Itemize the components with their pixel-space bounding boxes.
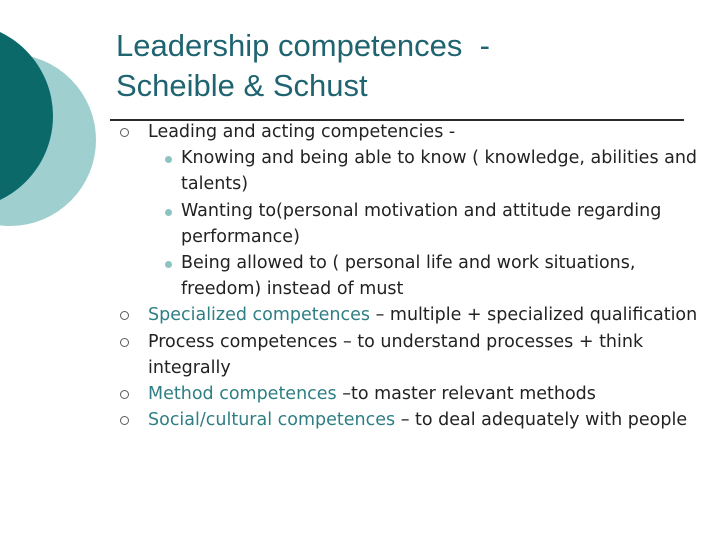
bullet-leading-acting [120,119,700,145]
hollow-bullet-icon [120,390,129,399]
title-line-2: Scheible & Schust [116,68,368,103]
bullet-highlight: Social/cultural competences [148,410,396,431]
bullet-text: –to master relevant methods [336,384,596,405]
bullet-list [120,119,700,433]
hollow-bullet-icon [120,128,129,137]
hollow-bullet-icon [120,416,129,425]
decorative-circles [0,0,120,300]
bullet-text: Process competences – to understand processes + think integrally [148,331,644,378]
bullet-text: Leading and acting competencies - [148,122,456,142]
title-line-1: Leadership competences - [116,28,490,63]
sub-bullet-text: Wanting to(personal motivation and attitude regarding performance) [181,200,662,247]
sub-bullet-text: Being allowed to ( personal life and work situations, freedom) instead of must [181,253,636,300]
dot-bullet-icon [165,156,172,163]
dot-bullet-icon [165,209,172,216]
sub-bullet-knowing [120,145,700,197]
hollow-bullet-icon [120,311,129,320]
sub-bullet-text: Knowing and being able to know ( knowledge, abilities and talents) [181,148,698,195]
bullet-highlight: Specialized competences [148,305,371,326]
dot-bullet-icon [165,261,172,268]
bullet-process [120,329,700,381]
hollow-bullet-icon [120,338,129,347]
bullet-social-cultural [120,407,700,433]
bullet-specialized [120,302,700,328]
bullet-method [120,381,700,407]
bullet-text: – multiple + specialized qualification [370,305,698,326]
slide-title [116,26,696,106]
bullet-highlight: Method competences [148,384,337,405]
bullet-text: – to deal adequately with people [395,410,688,431]
sub-bullet-wanting [120,198,700,250]
sub-bullet-allowed [120,250,700,302]
